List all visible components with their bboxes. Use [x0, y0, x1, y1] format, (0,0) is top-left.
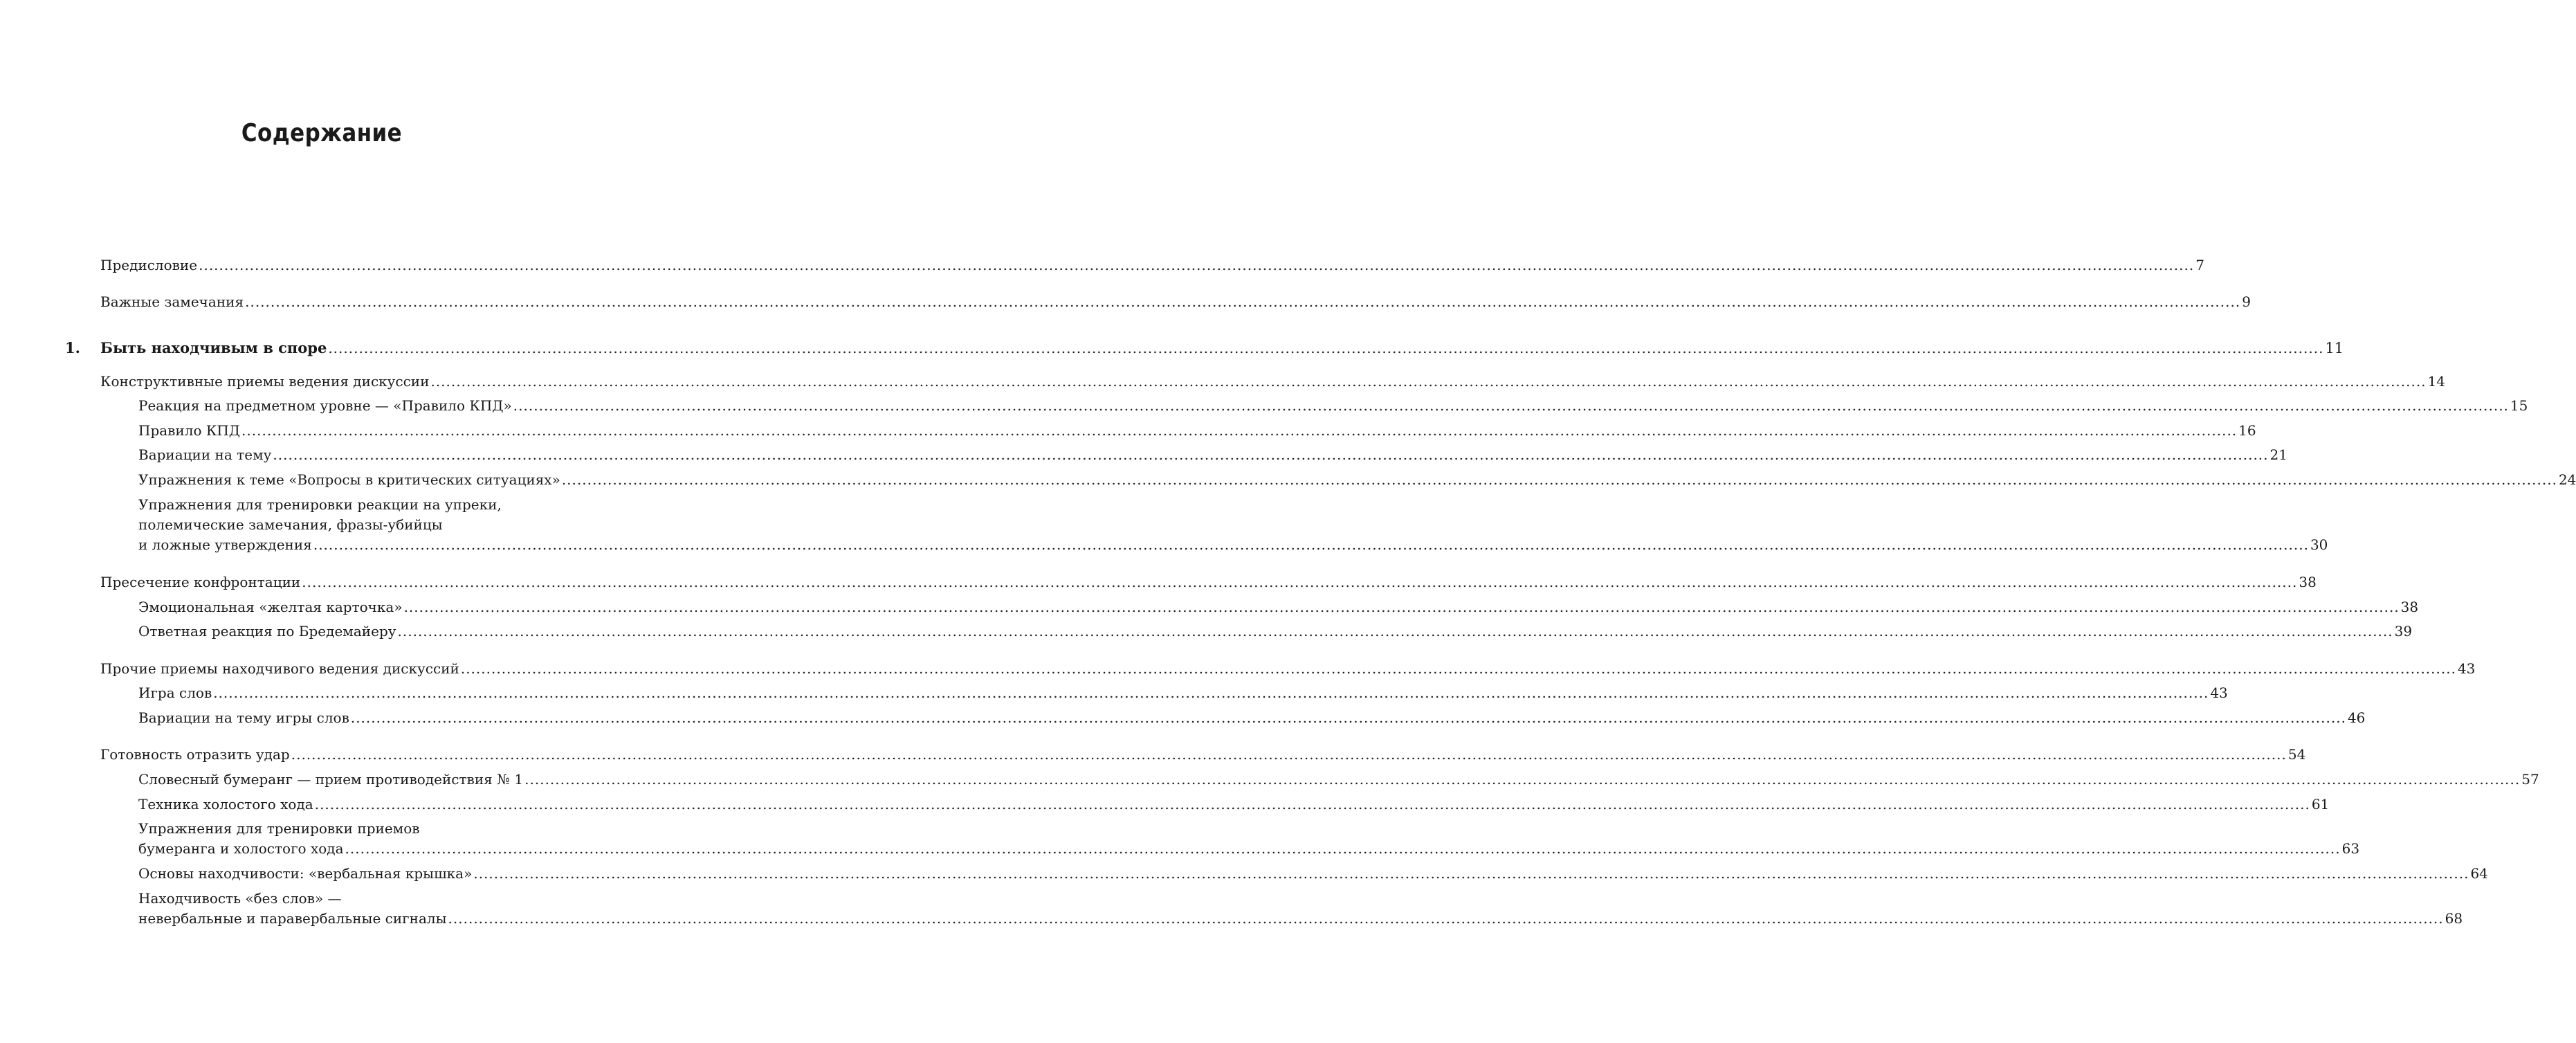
toc-entry-title: Реакция на предметном уровне — «Правило КПД»: [138, 395, 513, 416]
leader-dots: [473, 863, 2469, 884]
toc-entry-subsection[interactable]: [138, 444, 2287, 465]
toc-entry-section[interactable]: [100, 572, 2317, 592]
leader-dots: [213, 682, 2209, 703]
toc-entry-title: бумеранга и холостого хода: [138, 838, 345, 859]
leader-dots: [562, 469, 2557, 490]
toc-entry-title: Основы находчивости: «вербальная крышка»: [138, 863, 473, 884]
leader-dots: [351, 707, 2346, 728]
toc-entry-title-line: Находчивость «без слов» —: [138, 890, 342, 907]
leader-dots: [430, 371, 2426, 392]
toc-entry-title: и ложные утверждения: [138, 534, 313, 555]
leader-dots: [199, 255, 2194, 275]
toc-entry-subsection[interactable]: [138, 621, 2413, 642]
leader-dots: [313, 534, 2309, 555]
toc-entry-title: Быть находчивым в споре: [100, 338, 328, 359]
toc-page-number: 57: [2521, 771, 2539, 788]
toc-entry-section[interactable]: [100, 371, 2446, 392]
toc-page-number: 7: [2195, 257, 2204, 273]
toc-entry-subsection[interactable]: [138, 534, 2328, 555]
toc-entry-title-line: Упражнения для тренировки реакции на упреки,: [138, 496, 502, 513]
toc-entry-title: Упражнения к теме «Вопросы в критических ситуациях»: [138, 469, 562, 490]
toc-page-number: 11: [2325, 340, 2344, 356]
toc-page-number: 16: [2238, 422, 2256, 439]
toc-entry-subsection[interactable]: [138, 682, 2228, 703]
toc-entry-title-line: Упражнения для тренировки приемов: [138, 820, 420, 837]
toc-entry-subsection[interactable]: [138, 707, 2366, 728]
toc-entry-title: Правило КПД: [138, 420, 241, 441]
toc-page-number: 15: [2510, 397, 2528, 414]
leader-dots: [398, 621, 2393, 642]
toc-entry-subsection[interactable]: [138, 420, 2256, 441]
toc-page-number: 63: [2341, 840, 2360, 857]
toc-entry-title: Вариации на тему игры слов: [138, 707, 351, 728]
leader-dots: [461, 658, 2456, 679]
toc-entry-title: Прочие приемы находчивого ведения дискуссий: [100, 658, 461, 679]
toc-page-number: 61: [2311, 796, 2330, 813]
toc-page-number: 21: [2269, 446, 2287, 463]
toc-page-number: 68: [2445, 910, 2463, 927]
toc-entry-title: Техника холостого хода: [138, 794, 315, 815]
leader-dots: [524, 769, 2520, 790]
toc-entry-title: Вариации на тему: [138, 444, 273, 465]
toc-entry-subsection[interactable]: [138, 395, 2528, 416]
toc-entry-title: невербальные и паравербальные сигналы: [138, 908, 448, 929]
toc-entry-preface[interactable]: [100, 255, 2204, 275]
toc-page-number: 38: [2400, 599, 2419, 615]
toc-page-number: 30: [2310, 536, 2328, 553]
toc-entry-title: Ответная реакция по Бредемайеру: [138, 621, 398, 642]
toc-entry-subsection[interactable]: [138, 794, 2330, 815]
leader-dots: [291, 744, 2287, 765]
toc-page-number: 14: [2427, 373, 2446, 390]
toc-entry-title: Готовность отразить удар: [100, 744, 291, 765]
toc-entry-notes[interactable]: [100, 291, 2251, 312]
leader-dots: [241, 420, 2237, 441]
toc-page-number: 43: [2457, 660, 2476, 677]
toc-entry-title: Предисловие: [100, 255, 199, 275]
toc-entry-subsection[interactable]: [138, 597, 2419, 617]
leader-dots: [328, 338, 2323, 359]
chapter-number: 1.: [65, 339, 80, 356]
leader-dots: [345, 838, 2341, 859]
toc-page-number: 64: [2470, 865, 2488, 882]
leader-dots: [448, 908, 2444, 929]
toc-entry-subsection[interactable]: [138, 769, 2539, 790]
toc-entry-title: Игра слов: [138, 682, 213, 703]
leader-dots: [302, 572, 2297, 592]
leader-dots: [404, 597, 2400, 617]
toc-entry-subsection[interactable]: [138, 908, 2463, 929]
toc-page-number: 43: [2210, 684, 2228, 701]
toc-entry-subsection[interactable]: [138, 838, 2360, 859]
toc-entry-chapter-1[interactable]: [100, 338, 2344, 359]
toc-entry-title: Пресечение конфронтации: [100, 572, 302, 592]
toc-page-number: 9: [2242, 293, 2251, 310]
toc-entry-title: Конструктивные приемы ведения дискуссии: [100, 371, 430, 392]
toc-page-number: 24: [2558, 471, 2576, 488]
toc-entry-title: Эмоциональная «желтая карточка»: [138, 597, 404, 617]
toc-entry-subsection[interactable]: [138, 469, 2576, 490]
toc-page-number: 46: [2347, 709, 2366, 726]
toc-page-number: 38: [2299, 574, 2317, 590]
toc-entry-subsection[interactable]: [138, 863, 2488, 884]
toc-entry-title: Важные замечания: [100, 291, 245, 312]
leader-dots: [513, 395, 2509, 416]
leader-dots: [245, 291, 2240, 312]
toc-entry-section[interactable]: [100, 658, 2476, 679]
leader-dots: [315, 794, 2310, 815]
leader-dots: [273, 444, 2268, 465]
toc-page-number: 54: [2287, 746, 2306, 763]
page-title: Содержание: [241, 119, 403, 147]
toc-entry-section[interactable]: [100, 744, 2306, 765]
toc-entry-title-line: полемические замечания, фразы-убийцы: [138, 516, 443, 533]
toc-entry-title: Словесный бумеранг — прием противодействия № 1: [138, 769, 524, 790]
toc-page-number: 39: [2394, 623, 2413, 640]
